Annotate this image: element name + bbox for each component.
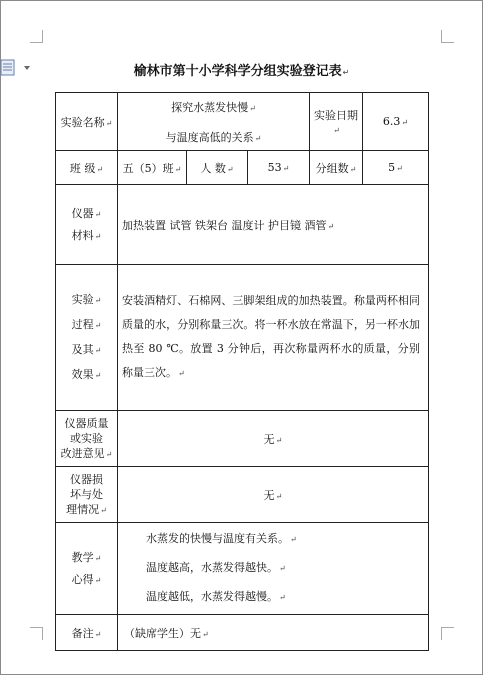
notes-label: 备注↵ xyxy=(56,615,118,651)
row-experiment-name xyxy=(56,93,429,151)
class-label: 班 级↵ xyxy=(56,151,118,185)
damage-label: 仪器损 坏与处 理情况↵ xyxy=(56,467,118,523)
margin-corner-top-right xyxy=(441,30,454,43)
row-damage xyxy=(56,467,429,523)
row-quality xyxy=(56,411,429,467)
equipment-label: 仪器↵ 材料↵ xyxy=(56,185,118,265)
student-count-value[interactable]: 53↵ xyxy=(248,151,310,185)
notes-value[interactable]: （缺席学生）无↵ xyxy=(118,615,429,651)
row-notes xyxy=(56,615,429,651)
experiment-name-label: 实验名称↵ xyxy=(56,93,118,151)
teaching-label: 教学↵ 心得↵ xyxy=(56,523,118,615)
row-teaching xyxy=(56,523,429,615)
experiment-record-table xyxy=(55,92,429,651)
student-count-label: 人 数↵ xyxy=(187,151,248,185)
group-count-label: 分组数↵ xyxy=(310,151,363,185)
class-value[interactable]: 五（5）班↵ xyxy=(118,151,187,185)
equipment-value[interactable]: 加热装置 试管 铁架台 温度计 护目镜 酒管↵ xyxy=(118,185,429,265)
group-count-value[interactable]: 5↵ xyxy=(363,151,429,185)
process-text[interactable]: 安装酒精灯、石棉网、三脚架组成的加热装置。称量两杯相同质量的水，分别称量三次。将一杯水放在常温下，另一杯水加热至 80 ℃。放置 3 分钟后，再次称量两杯水的质量，分别称量三次。↵ xyxy=(118,265,429,411)
margin-corner-top-left xyxy=(30,30,43,43)
damage-value[interactable]: 无↵ xyxy=(118,467,429,523)
experiment-date-label: 实验日期↵ xyxy=(310,93,363,151)
quality-value[interactable]: 无↵ xyxy=(118,411,429,467)
experiment-date-value[interactable]: 6.3↵ xyxy=(363,93,429,151)
row-process xyxy=(56,265,429,411)
quality-label: 仪器质量 或实验 改进意见↵ xyxy=(56,411,118,467)
teaching-notes[interactable]: 水蒸发的快慢与温度有关系。↵ 温度越高，水蒸发得越快。↵ 温度越低，水蒸发得越慢。↵ xyxy=(118,523,429,615)
row-equipment xyxy=(56,185,429,265)
margin-corner-bottom-right xyxy=(441,627,454,640)
process-label: 实验↵ 过程↵ 及其↵ 效果↵ xyxy=(56,265,118,411)
margin-corner-bottom-left xyxy=(30,627,43,640)
page-title: 榆林市第十小学科学分组实验登记表↵ xyxy=(133,64,350,79)
experiment-name-value[interactable]: 探究水蒸发快慢↵ 与温度高低的关系↵ xyxy=(118,93,310,151)
row-class-info xyxy=(56,151,429,185)
